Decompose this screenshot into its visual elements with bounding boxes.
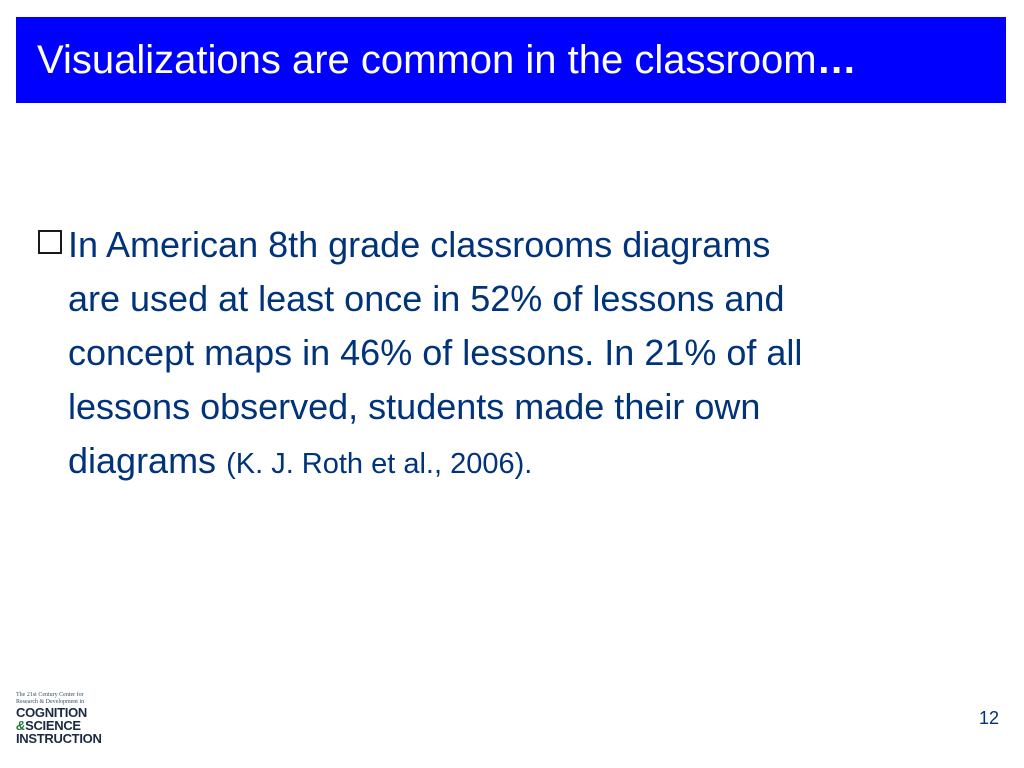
logo-word-instruction: INSTRUCTION xyxy=(16,731,102,746)
bullet-line-3: concept maps in 46% of lessons. In 21% of all xyxy=(68,332,803,373)
bullet-text xyxy=(68,218,1008,491)
logo-word-science-text: SCIENCE xyxy=(25,718,81,733)
page-number: 12 xyxy=(978,708,999,728)
slide-title xyxy=(37,40,858,80)
slide-title-text: Visualizations are common in the classroom xyxy=(37,38,817,82)
bullet-line-5-text: diagrams xyxy=(68,440,217,481)
bullet-item xyxy=(38,218,1008,491)
bullet-line-2: are used at least once in 52% of lessons and xyxy=(68,278,785,319)
bullet-line-1: In American 8th grade classrooms diagrams xyxy=(68,224,771,265)
citation: (K. J. Roth et al., 2006). xyxy=(226,448,533,480)
logo-word-cognition: COGNITION xyxy=(16,705,87,720)
bullet-line-4: lessons observed, students made their own xyxy=(68,386,761,427)
bullet-line-5 xyxy=(68,434,1008,491)
logo-tagline-2: Research & Development in xyxy=(16,699,85,705)
title-ellipsis: … xyxy=(816,38,858,82)
cognition-science-instruction-logo xyxy=(16,692,106,756)
slide-title-bar xyxy=(16,17,1006,103)
logo-ampersand: & xyxy=(16,718,26,733)
square-bullet-icon xyxy=(38,230,62,254)
logo-tagline-1: The 21st Century Center for xyxy=(16,692,84,698)
